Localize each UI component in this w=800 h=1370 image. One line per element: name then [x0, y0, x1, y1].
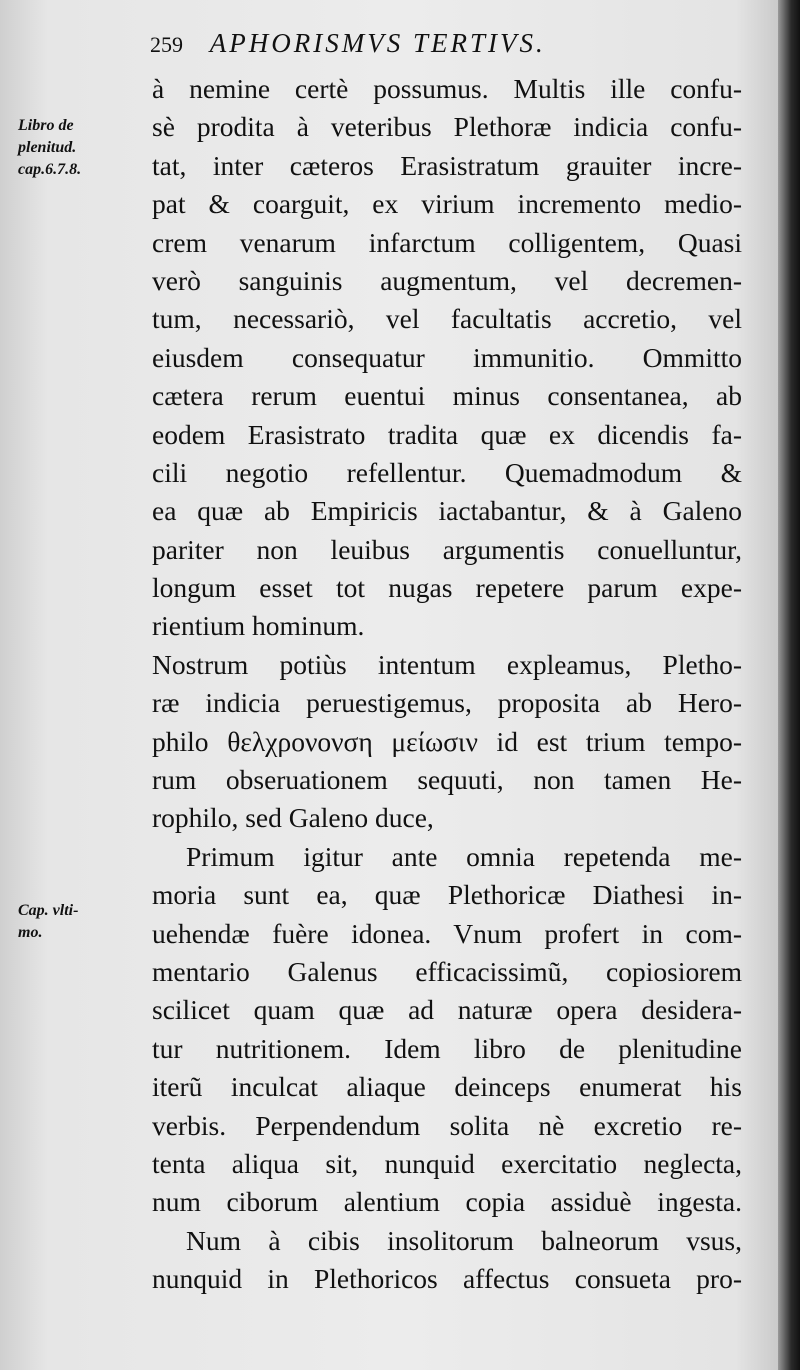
text-line: crem venarum infarctum colligentem, Quasi	[152, 226, 742, 258]
text-line: ea quæ ab Empiricis iactabantur, & à Galeno	[152, 495, 742, 527]
text-line: à nemine certè possumus. Multis ille confu-	[152, 73, 742, 104]
text-line: rophilo, sed Galeno duce,	[152, 802, 434, 834]
text-line: Primum igitur ante omnia repetenda me-	[186, 840, 742, 872]
text-line: eiusdem consequatur immunitio. Ommitto	[152, 341, 742, 373]
text-line: nunquid in Plethoricos affectus consueta pro-	[152, 1263, 742, 1295]
text-line: pariter non leuibus argumentis conuelluntur,	[152, 533, 742, 565]
body-text	[152, 70, 742, 1299]
text-line: Num à cibis insolitorum balneorum vsus,	[186, 1224, 742, 1256]
margin-note-2	[18, 900, 138, 944]
text-line: moria sunt ea, quæ Plethoricæ Diathesi in-	[152, 879, 742, 911]
text-line: longum esset tot nugas repetere parum expe-	[152, 572, 742, 604]
text-line: scilicet quam quæ ad naturæ opera desidera-	[152, 994, 742, 1026]
text-line: pat & coarguit, ex virium incremento medio-	[152, 188, 742, 220]
margin-note-line: cap.6.7.8.	[18, 161, 82, 178]
text-line: mentario Galenus efficacissimũ, copiosiorem	[152, 955, 742, 987]
text-line: eodem Erasistrato tradita quæ ex dicendis fa-	[152, 418, 742, 450]
text-line: tat, inter cæteros Erasistratum grauiter incre-	[152, 149, 742, 181]
text-line: tur nutritionem. Idem libro de plenitudine	[152, 1032, 742, 1064]
text-line: verbis. Perpendendum solita nè excretio re-	[152, 1109, 742, 1141]
text-line: rientium hominum.	[152, 610, 365, 642]
page-header	[150, 28, 710, 59]
text-line: num ciborum alentium copia assiduè ingesta.	[152, 1186, 742, 1218]
margin-note-line: Cap. vlti-	[18, 902, 79, 919]
text-line: ræ indicia peruestigemus, proposita ab Hero-	[152, 687, 742, 719]
page-gutter-shadow	[778, 0, 800, 1370]
text-line: philo θελχρονονση μείωσιν id est trium tempo-	[152, 725, 742, 757]
text-line: sè prodita à veteribus Plethoræ indicia confu-	[152, 111, 742, 143]
text-line: tum, necessariò, vel facultatis accretio, vel	[152, 303, 742, 335]
text-line: iterũ inculcat aliaque deinceps enumerat his	[152, 1071, 742, 1103]
text-line: cætera rerum euentui minus consentanea, ab	[152, 380, 742, 412]
margin-note-line: Libro de	[18, 117, 74, 134]
margin-note-line: plenitud.	[18, 139, 77, 156]
page-number: 259	[150, 32, 183, 57]
text-line: verò sanguinis augmentum, vel decremen-	[152, 264, 742, 296]
text-line: uehendæ fuère idonea. Vnum profert in com-	[152, 917, 742, 949]
text-line: Nostrum potiùs intentum expleamus, Pletho-	[152, 648, 742, 680]
margin-note-line: mo.	[18, 924, 43, 941]
running-title: APHORISMVS TERTIVS.	[209, 28, 546, 58]
text-line: cili negotio refellentur. Quemadmodum &	[152, 456, 742, 488]
text-line: tenta aliqua sit, nunquid exercitatio neglecta,	[152, 1147, 742, 1179]
text-line: rum obseruationem sequuti, non tamen He-	[152, 764, 742, 796]
margin-note-1	[18, 115, 138, 181]
